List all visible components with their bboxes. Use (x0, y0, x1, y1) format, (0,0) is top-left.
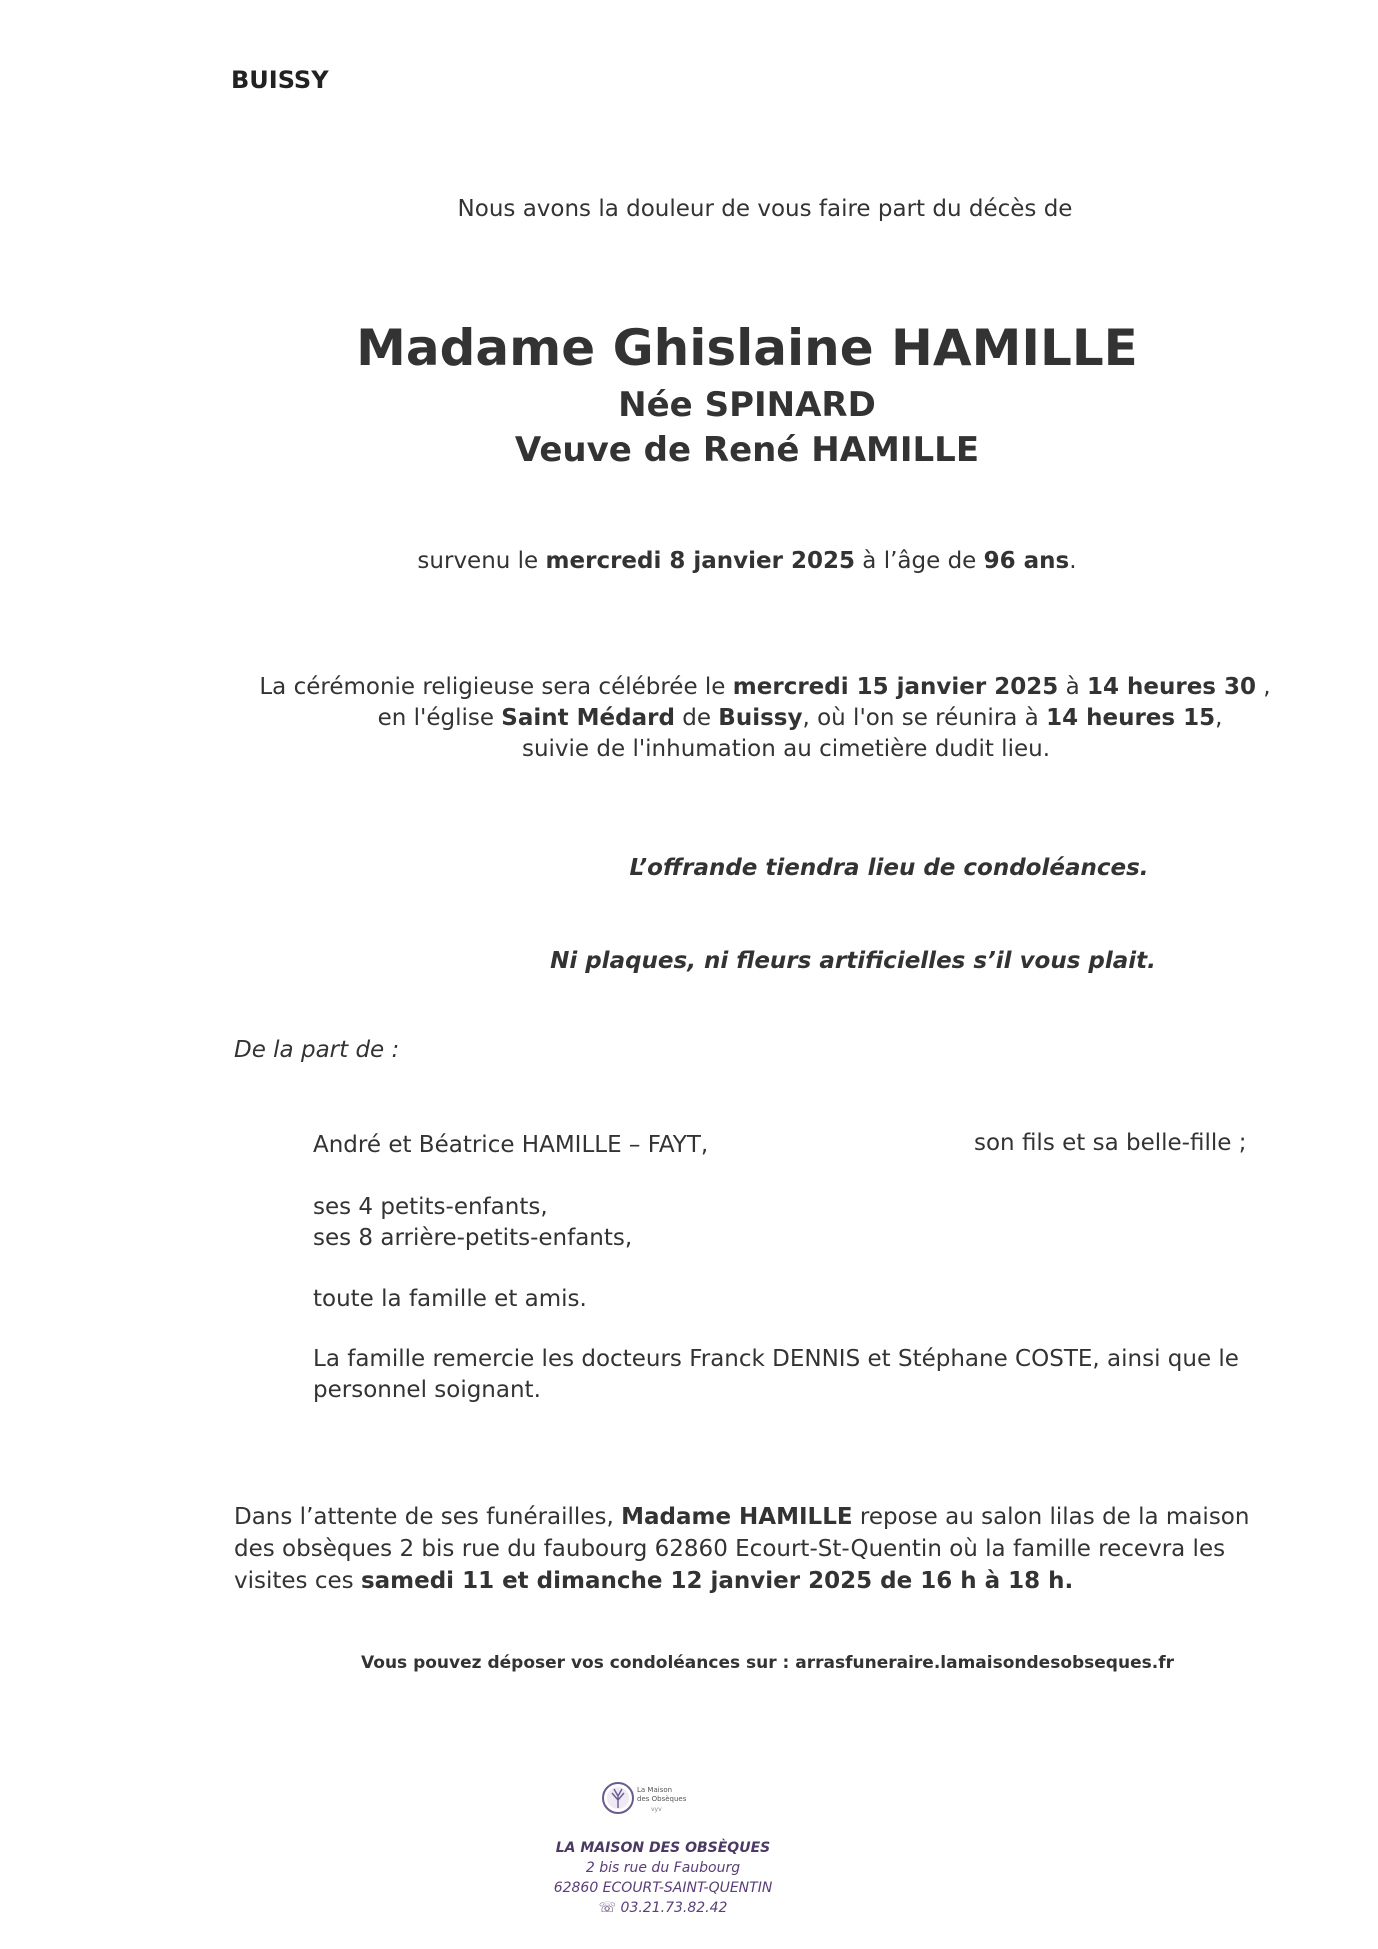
ceremony-line-1: La cérémonie religieuse sera célébrée le mercredi 15 janvier 2025 à 14 heures 30 , (259, 674, 1271, 700)
no-flowers-note: Ni plaques, ni fleurs artificielles s’il vous plait. (550, 948, 1156, 974)
thanks-text: La famille remercie les docteurs Franck DENNIS et Stéphane COSTE, ainsi que le personnel soignant. (313, 1346, 1239, 1403)
grandchildren: ses 4 petits-enfants, (313, 1194, 548, 1220)
funeral-home-footer (0, 1838, 1326, 1918)
ceremony-line-3: suivie de l'inhumation au cimetière dudit lieu. (521, 736, 1051, 762)
widow-of: Veuve de René HAMILLE (514, 430, 980, 470)
death-date: mercredi 8 janvier 2025 (545, 548, 855, 574)
company-phone: ☏ 03.21.73.82.42 (598, 1900, 728, 1916)
phone-icon: ☏ (598, 1900, 617, 1916)
company-name: LA MAISON DES OBSÈQUES (555, 1840, 771, 1856)
from-label: De la part de : (234, 1037, 400, 1063)
son-relation: son fils et sa belle-fille ; (974, 1130, 1247, 1156)
condolences-link-text: Vous pouvez déposer vos condoléances sur : arrasfuneraire.lamaisondesobseques.fr (361, 1653, 1174, 1673)
death-age: 96 ans (983, 548, 1070, 574)
town-heading: BUISSY (231, 66, 329, 94)
ceremony-block (0, 672, 1378, 765)
intro-text: Nous avons la douleur de vous faire part du décès de (457, 196, 1073, 222)
company-city: 62860 ECOURT-SAINT-QUENTIN (553, 1880, 773, 1896)
svg-text:vyv: vyv (651, 1806, 662, 1813)
visit-dates: samedi 11 et dimanche 12 janvier 2025 de 16 h à 18 h. (360, 1568, 1074, 1594)
all-family: toute la famille et amis. (313, 1286, 587, 1312)
birth-name: Née SPINARD (618, 385, 876, 425)
svg-text:des Obsèques: des Obsèques (637, 1795, 687, 1803)
offering-note: L’offrande tiendra lieu de condoléances. (629, 855, 1149, 881)
svg-text:La Maison: La Maison (637, 1786, 673, 1794)
great-grandchildren: ses 8 arrière-petits-enfants, (313, 1225, 633, 1251)
deceased-name: Madame Ghislaine HAMILLE (356, 319, 1138, 377)
rest-paragraph: Dans l’attente de ses funérailles, Madame HAMILLE repose au salon lilas de la maison des obsèques 2 bis rue du faubourg 62860 Ecourt-St-Quentin où la famille recevra les visites ces samedi 11 et dimanche 12 janvier 2025 de 16 h à 18 h. (234, 1504, 1250, 1594)
son-names: André et Béatrice HAMILLE – FAYT, (313, 1132, 709, 1158)
funeral-home-logo (601, 1778, 691, 1824)
company-street: 2 bis rue du Faubourg (585, 1860, 741, 1876)
death-line: survenu le mercredi 8 janvier 2025 à l’âge de 96 ans. (417, 548, 1077, 574)
descendants (313, 1192, 632, 1254)
ceremony-line-2: en l'église Saint Médard de Buissy, où l'on se réunira à 14 heures 15, (377, 705, 1223, 731)
